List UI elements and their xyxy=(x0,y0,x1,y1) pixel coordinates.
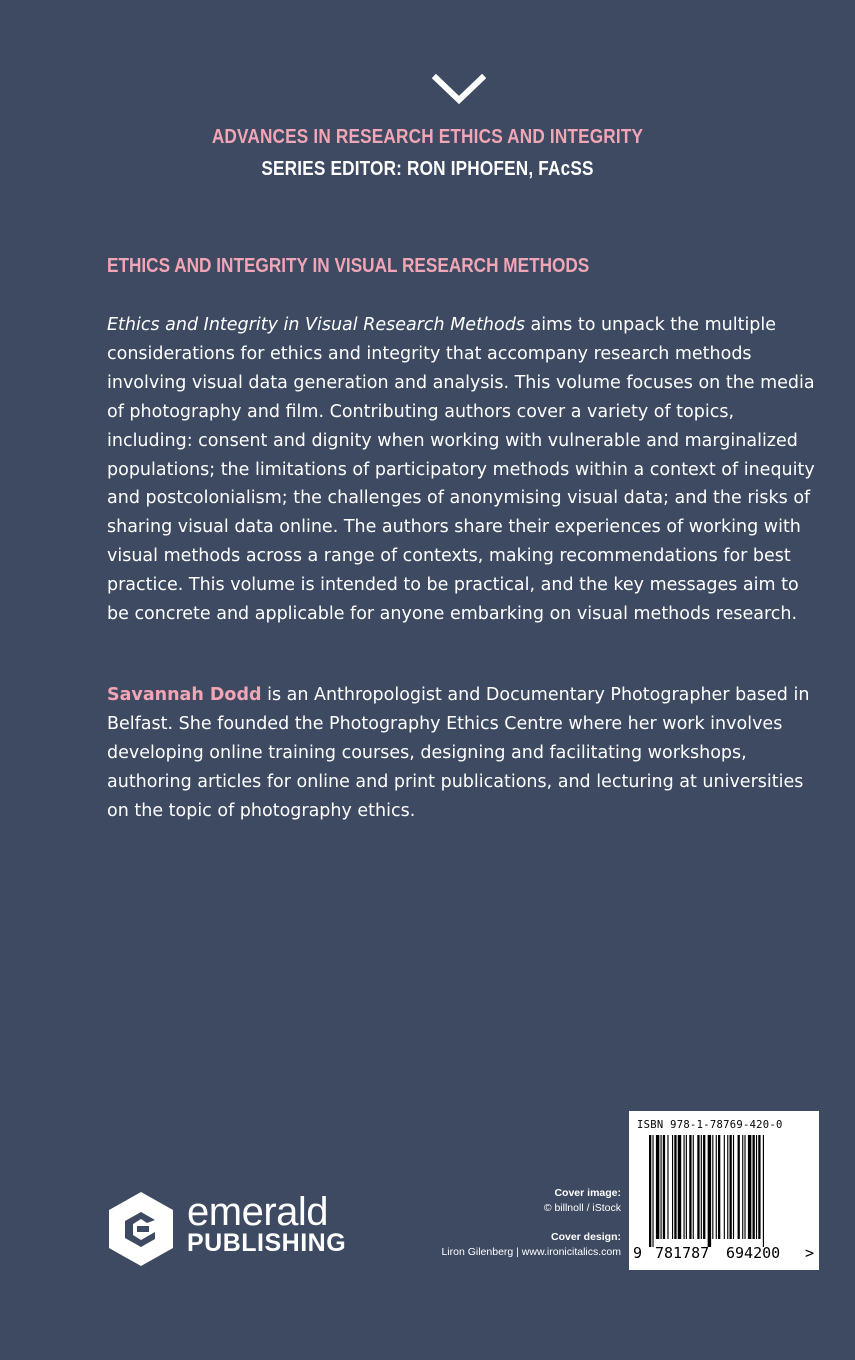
barcode-bar xyxy=(753,1135,755,1239)
author-bio-text: is an Anthropologist and Documentary Photographer based in Belfast. She founded the Photography Ethics Centre where her work involves developing online training courses, designing and facilitating workshops, authoring articles for online and print publications, and lecturing at universities on the topic of photography ethics. xyxy=(107,685,810,821)
barcode-bar xyxy=(756,1135,757,1239)
publisher-logo xyxy=(107,1190,347,1270)
barcode-bar xyxy=(727,1135,728,1239)
book-blurb xyxy=(107,311,815,629)
barcode-bar xyxy=(652,1135,653,1247)
barcode-digits-group2: 694200 xyxy=(726,1244,781,1262)
barcode-bar xyxy=(758,1135,760,1239)
series-editor: SERIES EDITOR: RON IPHOFEN, FAcSS xyxy=(261,158,594,180)
barcode-bar xyxy=(649,1135,651,1247)
barcode-bar xyxy=(693,1135,694,1239)
barcode-bar xyxy=(684,1135,685,1239)
barcode-bar xyxy=(742,1135,743,1239)
cover-credits xyxy=(441,1186,621,1260)
cover-design-credit: Liron Gilenberg | www.ironicitalics.com xyxy=(441,1246,621,1258)
cover-image-credit: © billnoll / iStock xyxy=(543,1202,621,1214)
barcode-bar xyxy=(738,1135,740,1239)
cover-design-label: Cover design: xyxy=(550,1231,621,1243)
barcode-bar xyxy=(672,1135,673,1239)
barcode-bar xyxy=(689,1135,691,1239)
publisher-name-line1: emerald xyxy=(187,1190,329,1234)
barcode-bar xyxy=(678,1135,681,1239)
barcode-bar xyxy=(674,1135,676,1239)
emerald-hexagon-logo-icon xyxy=(107,1190,175,1268)
barcode-bar xyxy=(716,1135,717,1239)
isbn-barcode xyxy=(629,1111,819,1270)
barcode-bar xyxy=(661,1135,662,1239)
barcode-digit-first: 9 xyxy=(633,1244,643,1262)
barcode-bar xyxy=(708,1135,711,1247)
author-bio xyxy=(107,681,815,826)
barcode-bar xyxy=(744,1135,745,1239)
blurb-text: aims to unpack the multiple considerations for ethics and integrity that accompany research methods involving visual data generation and analysis. This volume focuses on the media of photography and film. Contributing authors cover a variety of topics, including: consent and dignity when working with vulnerable and marginalized populations; the limitations of participatory methods within a context of inequity and postcolonialism; the challenges of anonymising visual data; and the risks of sharing visual data online. The authors share their experiences of working with visual methods across a range of contexts, making recommendations for best practice. This volume is intended to be practical, and the key messages aim to be concrete and applicable for anyone embarking on visual methods research. xyxy=(107,315,815,625)
isbn-text: ISBN 978-1-78769-420-0 xyxy=(637,1119,783,1131)
barcode-bar xyxy=(663,1135,665,1239)
series-title: ADVANCES IN RESEARCH ETHICS AND INTEGRITY xyxy=(211,126,644,148)
author-name: Savannah Dodd xyxy=(107,685,262,705)
publisher-name-line2: PUBLISHING xyxy=(187,1229,347,1257)
barcode-bar xyxy=(697,1135,699,1239)
barcode-digits-group1: 781787 xyxy=(655,1244,710,1262)
barcode-bar xyxy=(703,1135,705,1239)
barcode-bar xyxy=(712,1135,713,1239)
barcode-bar xyxy=(748,1135,751,1239)
cover-image-label: Cover image: xyxy=(554,1187,621,1199)
barcode-bar xyxy=(724,1135,725,1239)
barcode-bar xyxy=(718,1135,720,1239)
barcode-bar xyxy=(656,1135,659,1239)
barcode-bar xyxy=(763,1135,764,1247)
barcode-bar xyxy=(733,1135,734,1239)
barcode-bar xyxy=(667,1135,668,1239)
barcode-bars xyxy=(649,1135,801,1247)
chevron-down-icon xyxy=(432,74,486,104)
barcode-bar xyxy=(701,1135,702,1239)
barcode-bar xyxy=(730,1135,732,1239)
barcode-bar xyxy=(686,1135,687,1239)
barcode-digit-end: > xyxy=(805,1244,815,1262)
book-heading: ETHICS AND INTEGRITY IN VISUAL RESEARCH METHODS xyxy=(107,255,590,277)
blurb-book-title: Ethics and Integrity in Visual Research Methods xyxy=(107,315,525,335)
